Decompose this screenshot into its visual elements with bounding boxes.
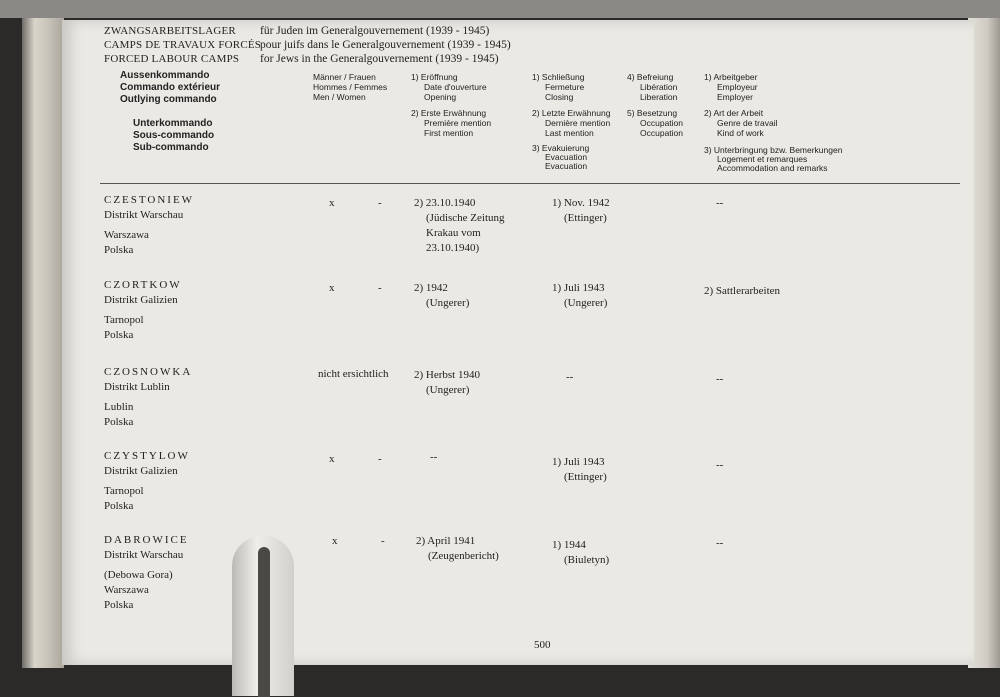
gender-header-de: Männer / Frauen xyxy=(313,72,376,82)
entry-men: x xyxy=(332,535,338,547)
entry-closing: 1) 1944 xyxy=(552,539,586,551)
entry-remarks: -- xyxy=(716,537,724,549)
entry-country: Polska xyxy=(104,244,134,256)
header-subtitle-german: für Juden im Generalgouvernement (1939 - 1945) xyxy=(260,25,490,37)
unter-label-fr: Sous-commando xyxy=(133,130,215,141)
entry-opening-source: (Zeugenbericht) xyxy=(428,550,499,562)
entry-women: - xyxy=(378,282,382,294)
col-open-de: 1) Eröffnung xyxy=(411,72,458,82)
photo-background xyxy=(0,0,1000,18)
entry-women: - xyxy=(378,197,382,209)
entry-closing-source: (Ettinger) xyxy=(564,212,607,224)
entry-opening-source: 23.10.1940) xyxy=(426,242,480,254)
entry-women: - xyxy=(381,535,385,547)
entry-place-alt: (Debowa Gora) xyxy=(104,569,173,581)
col-emp-en: Employer xyxy=(717,92,753,102)
header-title-french: CAMPS DE TRAVAUX FORCÉS xyxy=(104,39,262,51)
col-work-en: Kind of work xyxy=(717,128,764,138)
col-acc-de: 3) Unterbringung bzw. Bemerkungen xyxy=(704,145,843,155)
col-last-fr: Dernière mention xyxy=(545,118,611,128)
entry-name: CZYSTYLOW xyxy=(104,450,190,462)
entry-remarks: -- xyxy=(716,373,724,385)
entry-remarks: -- xyxy=(716,459,724,471)
unter-label-en: Sub-commando xyxy=(133,142,209,153)
col-occ-fr: Occupation xyxy=(640,118,683,128)
aussen-label-en: Outlying commando xyxy=(120,94,217,105)
entry-closing: -- xyxy=(566,371,574,383)
col-emp-de: 1) Arbeitgeber xyxy=(704,72,758,82)
entry-name: CZORTKOW xyxy=(104,279,182,291)
header-divider xyxy=(100,183,960,184)
entry-closing-source: (Ungerer) xyxy=(564,297,608,309)
entry-closing: 1) Juli 1943 xyxy=(552,282,605,294)
entry-opening-source: (Ungerer) xyxy=(426,384,470,396)
header-title-german: ZWANGSARBEITSLAGER xyxy=(104,25,236,37)
col-lib-en: Liberation xyxy=(640,92,678,102)
entry-place: Lublin xyxy=(104,401,134,413)
entry-district: Distrikt Warschau xyxy=(104,549,184,561)
entry-women: - xyxy=(378,453,382,465)
col-lib-fr: Libération xyxy=(640,82,678,92)
entry-country: Polska xyxy=(104,599,134,611)
col-first-en: First mention xyxy=(424,128,474,138)
col-first-de: 2) Erste Erwähnung xyxy=(411,108,487,118)
header-subtitle-english: for Jews in the Generalgouvernement (1939 - 1945) xyxy=(260,53,499,65)
col-close-de: 1) Schließung xyxy=(532,72,585,82)
entry-remarks: 2) Sattlerarbeiten xyxy=(704,285,781,297)
entry-country: Polska xyxy=(104,329,134,341)
col-open-fr: Date d'ouverture xyxy=(424,82,487,92)
entry-closing-source: (Biuletyn) xyxy=(564,554,610,566)
entry-opening: 2) 23.10.1940 xyxy=(414,197,476,209)
col-evac-en: Evacuation xyxy=(545,161,588,171)
col-close-en: Closing xyxy=(545,92,574,102)
entry-opening-source: Krakau vom xyxy=(426,227,481,239)
entry-district: Distrikt Galizien xyxy=(104,465,178,477)
entry-men-women-note: nicht ersichtlich xyxy=(318,368,389,380)
entry-country: Polska xyxy=(104,500,134,512)
unter-label-de: Unterkommando xyxy=(133,118,213,129)
gender-header-fr: Hommes / Femmes xyxy=(313,82,388,92)
col-work-de: 2) Art der Arbeit xyxy=(704,108,764,118)
col-acc-en: Accommodation and remarks xyxy=(717,163,828,173)
header-subtitle-french: pour juifs dans le Generalgouvernement (1939 - 1945) xyxy=(260,39,511,51)
book-page-edges-left xyxy=(22,18,64,668)
entry-place: Tarnopol xyxy=(104,314,144,326)
entry-men: x xyxy=(329,282,335,294)
header-title-english: FORCED LABOUR CAMPS xyxy=(104,53,240,65)
entry-opening-source: (Ungerer) xyxy=(426,297,470,309)
bookmark-slot xyxy=(258,547,270,697)
entry-men: x xyxy=(329,197,335,209)
col-occ-en: Occupation xyxy=(640,128,683,138)
entry-opening: 2) 1942 xyxy=(414,282,448,294)
col-close-fr: Fermeture xyxy=(545,82,585,92)
aussen-label-fr: Commando extérieur xyxy=(120,82,221,93)
page-number: 500 xyxy=(534,639,551,651)
col-last-en: Last mention xyxy=(545,128,594,138)
col-evac-de: 3) Evakuierung xyxy=(532,143,590,153)
col-lib-de: 4) Befreiung xyxy=(627,72,674,82)
entry-opening-source: (Jüdische Zeitung xyxy=(426,212,505,224)
entry-country: Polska xyxy=(104,416,134,428)
entry-closing: 1) Nov. 1942 xyxy=(552,197,610,209)
entry-place: Warszawa xyxy=(104,229,149,241)
book-page xyxy=(62,20,974,665)
entry-name: CZESTONIEW xyxy=(104,194,195,206)
col-emp-fr: Employeur xyxy=(717,82,758,92)
col-occ-de: 5) Besetzung xyxy=(627,108,678,118)
col-last-de: 2) Letzte Erwähnung xyxy=(532,108,611,118)
gender-header-en: Men / Women xyxy=(313,92,366,102)
entry-closing: 1) Juli 1943 xyxy=(552,456,605,468)
col-evac-fr: Evacuation xyxy=(545,152,588,162)
entry-opening: -- xyxy=(430,451,438,463)
entry-opening: 2) Herbst 1940 xyxy=(414,369,480,381)
entry-district: Distrikt Lublin xyxy=(104,381,170,393)
entry-name: CZOSNOWKA xyxy=(104,366,193,378)
col-first-fr: Première mention xyxy=(424,118,492,128)
entry-opening: 2) April 1941 xyxy=(416,535,476,547)
col-acc-fr: Logement et remarques xyxy=(717,154,808,164)
entry-men: x xyxy=(329,453,335,465)
entry-remarks: -- xyxy=(716,197,724,209)
entry-place: Tarnopol xyxy=(104,485,144,497)
entry-district: Distrikt Galizien xyxy=(104,294,178,306)
aussen-label-de: Aussenkommando xyxy=(120,70,210,81)
entry-closing-source: (Ettinger) xyxy=(564,471,607,483)
entry-district: Distrikt Warschau xyxy=(104,209,184,221)
entry-name: DABROWICE xyxy=(104,534,189,546)
col-work-fr: Genre de travail xyxy=(717,118,778,128)
col-open-en: Opening xyxy=(424,92,457,102)
entry-place: Warszawa xyxy=(104,584,149,596)
